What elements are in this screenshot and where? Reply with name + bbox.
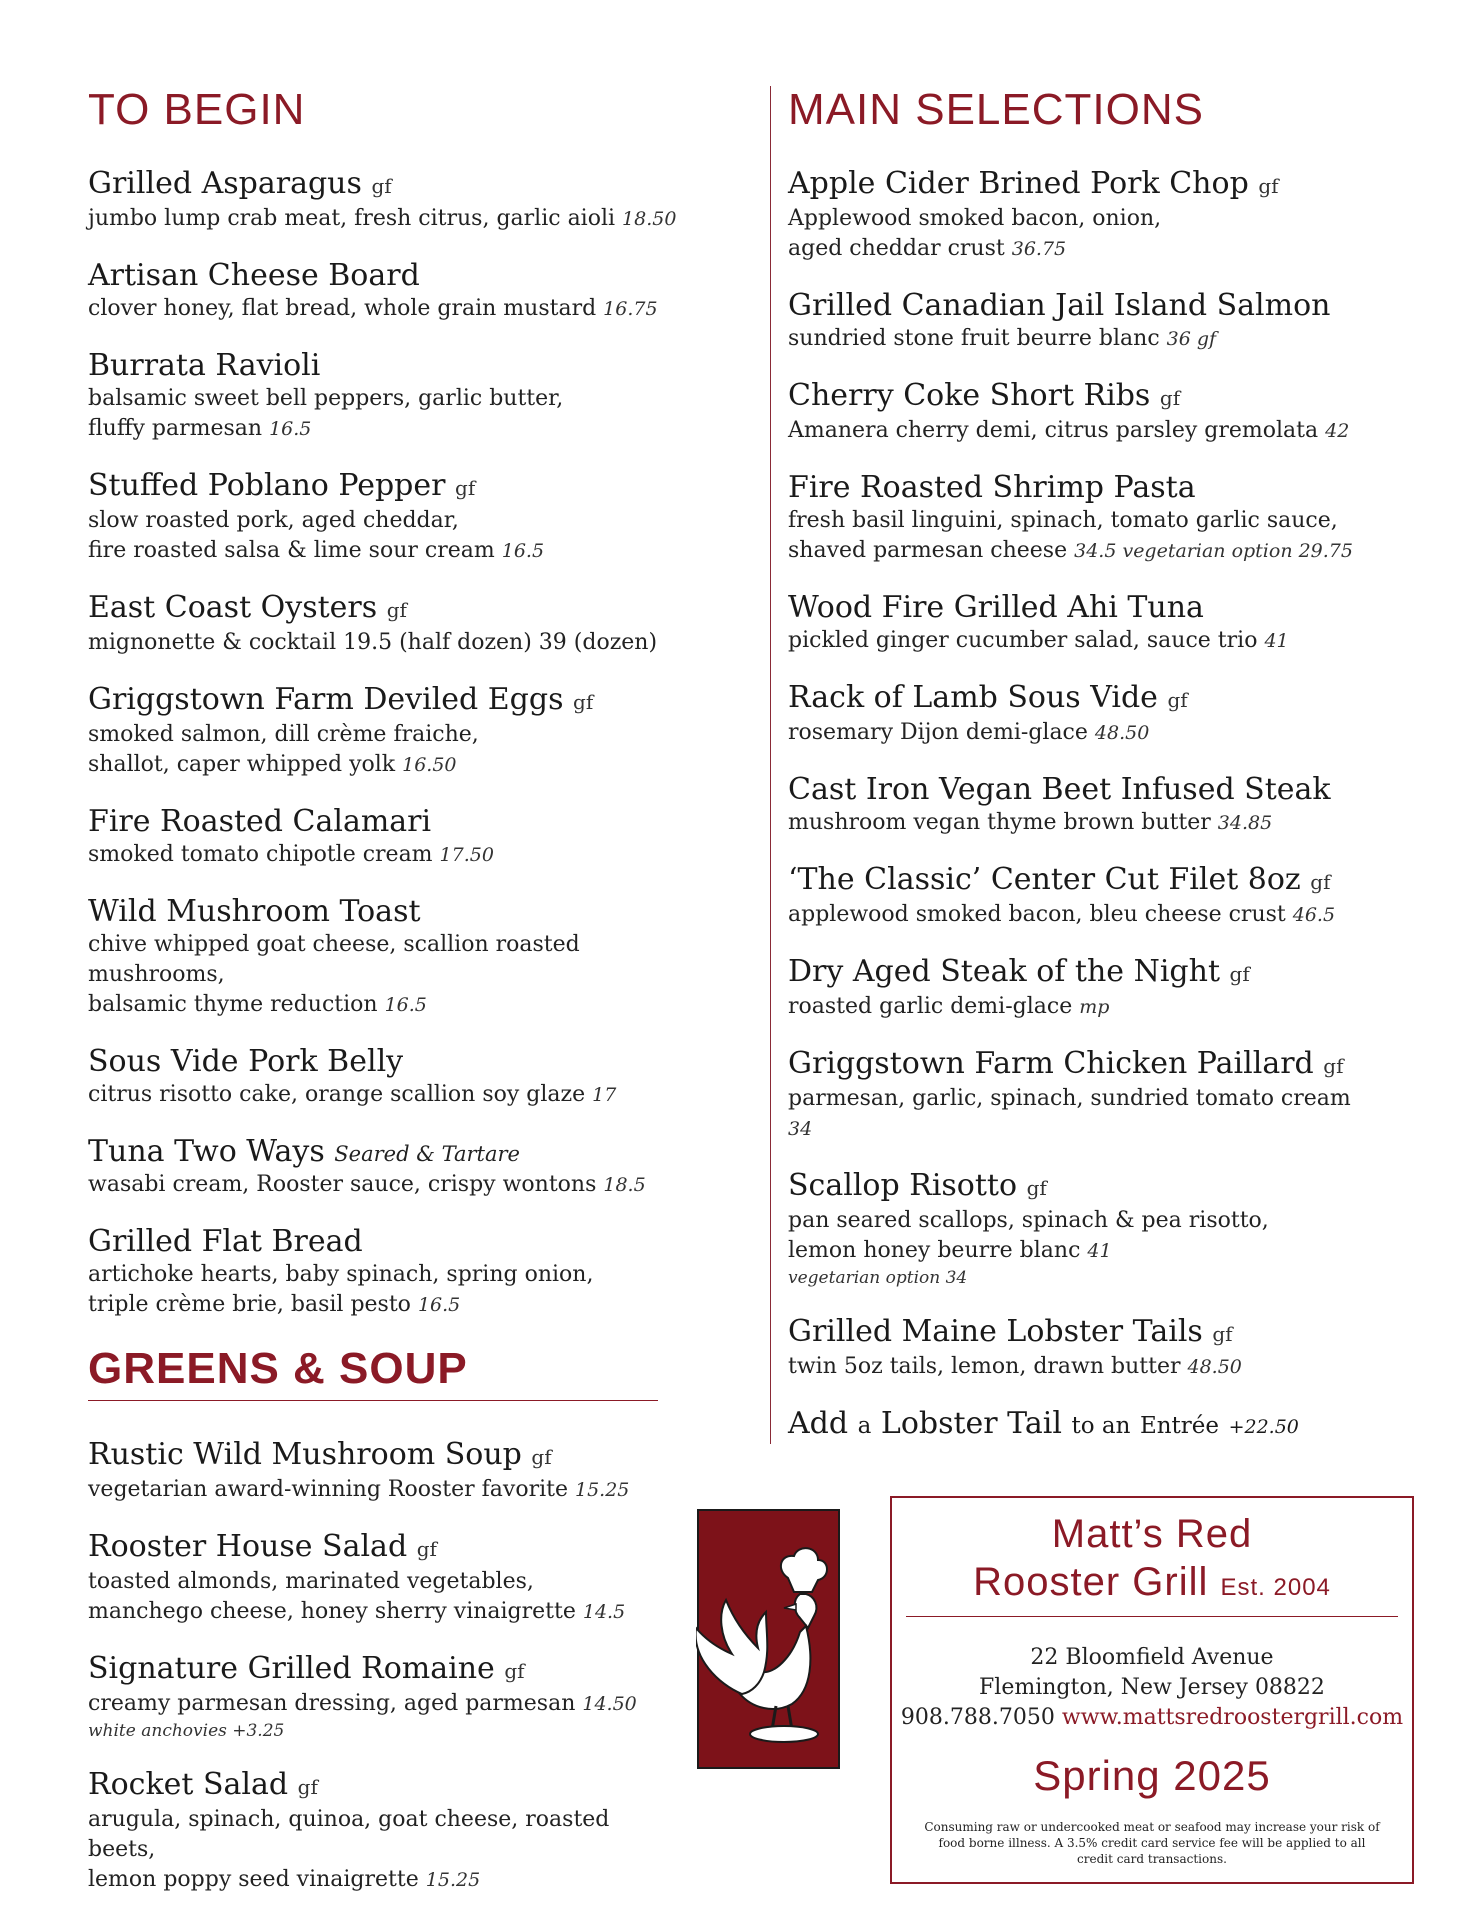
menu-item-tag: gf <box>386 598 407 622</box>
menu-item-description-text: lemon honey beurre blanc <box>788 1238 1081 1263</box>
menu-item-description-text: fire roasted salsa & lime sour cream <box>88 538 495 563</box>
menu-item-price: 36.75 <box>1011 238 1067 260</box>
menu-item <box>788 862 1368 930</box>
menu-item-price: 18.5 <box>603 1174 646 1196</box>
menu-item-description-text: parmesan, garlic, spinach, sundried tomato cream <box>788 1086 1351 1111</box>
menu-item <box>88 348 688 444</box>
menu-item <box>788 1168 1368 1290</box>
menu-item <box>788 772 1368 838</box>
restaurant-info-box <box>890 1496 1414 1884</box>
addon-word-add: Add <box>788 1406 849 1441</box>
menu-item-price: 18.50 <box>622 208 677 230</box>
menu-item-tag: gf <box>371 174 392 198</box>
menu-item-price: 16.5 <box>501 540 545 562</box>
menu-item-tag: gf <box>1323 1054 1344 1078</box>
menu-item-price: 41 <box>1264 630 1289 652</box>
menu-item <box>788 1046 1368 1144</box>
menu-item-price: 16.5 <box>384 994 427 1016</box>
phone-number: 908.788.7050 <box>900 1705 1055 1730</box>
menu-item-description-text: sundried stone fruit beurre blanc <box>788 326 1160 351</box>
menu-item-description <box>788 234 1368 264</box>
section-title-main-selections: MAIN SELECTIONS <box>788 85 1204 134</box>
established-year: Est. 2004 <box>1220 1574 1331 1601</box>
main-selections-section <box>788 84 1368 1445</box>
menu-item <box>88 1437 658 1505</box>
restaurant-name-line-1: Matt’s Red <box>1051 1512 1253 1556</box>
menu-item-name-line <box>88 258 688 294</box>
addon-price: +22.50 <box>1228 1416 1299 1438</box>
menu-item-name: Tuna Two Ways <box>88 1134 325 1169</box>
menu-item-description <box>788 718 1368 748</box>
menu-item-name-line <box>788 1046 1368 1084</box>
menu-item-name: Fire Roasted Shrimp Pasta <box>788 470 1196 505</box>
menu-item-description <box>88 628 688 658</box>
menu-item-description <box>88 720 688 750</box>
menu-item-description <box>88 1260 688 1290</box>
restaurant-name-grill: Rooster Grill <box>973 1560 1209 1604</box>
menu-item-name-line <box>88 1437 658 1475</box>
menu-item-name-line <box>788 288 1368 324</box>
menu-item-description <box>788 900 1368 930</box>
menu-item-name: Stuffed Poblano Pepper <box>88 468 446 503</box>
menu-item-description <box>788 536 1368 566</box>
addon-word-entree: Entrée <box>1139 1413 1220 1439</box>
menu-item-name-line <box>788 772 1368 808</box>
menu-item-name-line <box>788 590 1368 626</box>
menu-item-description <box>88 204 688 234</box>
menu-item-name-line <box>788 1168 1368 1206</box>
menu-item-description-text: aged cheddar crust <box>788 236 1005 261</box>
menu-item-description <box>788 506 1368 536</box>
addon-word-a: a <box>857 1413 872 1439</box>
menu-item-description-text: wasabi cream, Rooster sauce, crispy wontons <box>88 1172 597 1197</box>
name-underline <box>906 1616 1398 1617</box>
menu-item-name-line <box>88 682 688 720</box>
menu-item-name: Rooster House Salad <box>88 1529 408 1564</box>
menu-item-tag: gf <box>1229 962 1250 986</box>
season-title: Spring 2025 <box>1033 1752 1271 1799</box>
menu-item-name: Fire Roasted Calamari <box>88 804 432 839</box>
menu-item-name: Rustic Wild Mushroom Soup <box>88 1437 522 1472</box>
menu-item-description <box>788 1084 1368 1144</box>
disclaimer-text: Consuming raw or undercooked meat or seafood may increase your risk of food borne illness. A 3.5% credit card service fee will be applied to all credit card transactions. <box>924 1820 1380 1866</box>
menu-item-description-text: creamy parmesan dressing, aged parmesan <box>88 1691 576 1716</box>
menu-item-name-line <box>788 378 1368 416</box>
menu-item-description <box>88 750 688 780</box>
menu-item-price: 15.25 <box>425 1869 481 1891</box>
menu-item-name: Griggstown Farm Deviled Eggs <box>88 682 564 717</box>
menu-item-tag: gf <box>1159 386 1181 410</box>
menu-item-price: 17 <box>592 1084 617 1106</box>
menu-item-tag: gf <box>531 1445 552 1469</box>
menu-item-name: Signature Grilled Romaine <box>88 1651 495 1686</box>
menu-item-description <box>88 384 688 414</box>
menu-item-tag: gf <box>1026 1176 1047 1200</box>
menu-item-description-text: balsamic sweet bell peppers, garlic butter, <box>88 386 564 411</box>
menu-item-description <box>88 1170 688 1200</box>
menu-item-description-text: mignonette & cocktail 19.5 (half dozen) 39 (dozen) <box>88 630 658 655</box>
menu-item-tag: Seared & Tartare <box>334 1142 520 1166</box>
greens-soup-section <box>88 1344 658 1919</box>
menu-item-name: Dry Aged Steak of the Night <box>788 954 1220 989</box>
menu-item-tag: gf <box>297 1775 318 1799</box>
menu-item-price: 17.50 <box>439 844 494 866</box>
menu-item-price: 41 <box>1087 1240 1112 1262</box>
menu-item-price: 46.5 <box>1292 904 1336 926</box>
add-lobster-tail-line <box>788 1406 1368 1445</box>
menu-item-price: 16.50 <box>402 754 457 776</box>
menu-item-name: Artisan Cheese Board <box>88 258 420 293</box>
menu-item-description <box>88 506 688 536</box>
menu-item-tag: gf <box>573 690 594 714</box>
menu-item-description-text: twin 5oz tails, lemon, drawn butter <box>788 1354 1181 1379</box>
menu-item-description <box>788 1236 1368 1266</box>
menu-item <box>788 166 1368 264</box>
menu-item-name: Wild Mushroom Toast <box>88 894 421 929</box>
menu-item-description-text: shallot, caper whipped yolk <box>88 752 396 777</box>
menu-item-name: East Coast Oysters <box>88 590 378 625</box>
menu-item <box>88 1767 658 1895</box>
menu-item <box>788 470 1368 566</box>
menu-item-description-text: lemon poppy seed vinaigrette <box>88 1867 419 1892</box>
menu-item-name: Cast Iron Vegan Beet Infused Steak <box>788 772 1331 807</box>
menu-item-name-line <box>788 1314 1368 1352</box>
menu-item-tag: gf <box>1310 870 1331 894</box>
menu-item-description-text: fresh basil linguini, spinach, tomato garlic sauce, <box>788 508 1338 533</box>
menu-item-description-text: Applewood smoked bacon, onion, <box>788 206 1162 231</box>
menu-item-price: 16.5 <box>417 1294 461 1316</box>
menu-item <box>88 804 688 870</box>
menu-item-description-text: artichoke hearts, baby spinach, spring onion, <box>88 1262 594 1287</box>
menu-item-name: Burrata Ravioli <box>88 348 321 383</box>
menu-item-description-text: smoked salmon, dill crème fraiche, <box>88 722 479 747</box>
menu-item-price: 15.25 <box>574 1479 630 1501</box>
menu-item-name: Rocket Salad <box>88 1767 289 1802</box>
menu-item-description <box>88 990 688 1020</box>
menu-item-price: 16.5 <box>269 418 312 440</box>
addon-word-to-an: to an <box>1071 1413 1131 1439</box>
menu-item-description-text: balsamic thyme reduction <box>88 992 378 1017</box>
menu-item-tag: gf <box>504 1659 525 1683</box>
menu-item-description-text: triple crème brie, basil pesto <box>88 1292 411 1317</box>
menu-item-description-text: roasted garlic demi-glace <box>788 994 1073 1019</box>
menu-item-description-text: manchego cheese, honey sherry vinaigrette <box>88 1599 576 1624</box>
menu-item <box>88 166 688 234</box>
menu-item-name-line <box>88 1651 658 1689</box>
menu-item <box>88 1134 688 1200</box>
menu-item-tag: gf <box>1258 174 1279 198</box>
menu-item-tag: gf <box>416 1537 437 1561</box>
menu-item-description <box>788 1352 1368 1382</box>
menu-item <box>788 590 1368 656</box>
menu-item-name: Scallop Risotto <box>788 1168 1018 1203</box>
to-begin-section <box>88 84 688 1344</box>
menu-item-price: 34 <box>788 1118 813 1140</box>
menu-item-description-text: applewood smoked bacon, bleu cheese crust <box>788 902 1286 927</box>
menu-item-name-line <box>88 804 688 840</box>
menu-item-description <box>88 1689 658 1719</box>
menu-item <box>88 590 688 658</box>
column-divider <box>770 86 771 1444</box>
website-link[interactable]: www.mattsredroostergrill.com <box>1061 1705 1404 1730</box>
menu-item-name-line <box>88 166 688 204</box>
menu-item-description <box>88 1805 658 1865</box>
menu-item <box>88 1651 658 1743</box>
menu-item <box>788 680 1368 748</box>
menu-item-description <box>88 536 688 566</box>
menu-item-price: 48.50 <box>1094 722 1150 744</box>
menu-item-description <box>88 1597 658 1627</box>
menu-item-description <box>88 840 688 870</box>
address-city: Flemington, New Jersey 08822 <box>979 1675 1325 1700</box>
menu-item-description <box>88 414 688 444</box>
menu-item-description-text: jumbo lump crab meat, fresh citrus, garlic aioli <box>88 206 616 231</box>
section-title-to-begin: TO BEGIN <box>88 85 306 134</box>
menu-item-name-line <box>788 470 1368 506</box>
menu-item-description <box>788 992 1368 1022</box>
menu-item-price: 14.50 <box>582 1693 637 1715</box>
menu-item-description <box>788 808 1368 838</box>
menu-item-description-text: arugula, spinach, quinoa, goat cheese, roasted beets, <box>88 1807 610 1862</box>
greens-soup-list <box>88 1437 658 1895</box>
menu-item-description <box>88 1290 688 1320</box>
menu-item-description <box>88 1080 688 1110</box>
menu-item-price: 34.5 vegetarian option 29.75 <box>1074 540 1353 562</box>
menu-item-name: ‘The Classic’ Center Cut Filet 8oz <box>788 862 1301 897</box>
menu-item-name: Grilled Canadian Jail Island Salmon <box>788 288 1331 323</box>
menu-item-price: mp <box>1079 996 1110 1018</box>
menu-item-description-text: clover honey, flat bread, whole grain mustard <box>88 296 597 321</box>
menu-item <box>88 258 688 324</box>
menu-item-description <box>788 1206 1368 1236</box>
menu-item-price: 36 gf <box>1166 328 1217 350</box>
menu-item-name-line <box>88 1134 688 1170</box>
menu-item-name-line <box>88 1767 658 1805</box>
menu-item-description <box>88 930 688 990</box>
menu-item-price: 48.50 <box>1187 1356 1242 1378</box>
menu-item-description-text: mushroom vegan thyme brown butter <box>788 810 1211 835</box>
menu-item-description-text: fluffy parmesan <box>88 416 263 441</box>
menu-item-note: vegetarian option 34 <box>788 1268 968 1288</box>
menu-item <box>88 1044 688 1110</box>
menu-item <box>788 1314 1368 1382</box>
menu-item-name: Sous Vide Pork Belly <box>88 1044 404 1079</box>
to-begin-list <box>88 166 688 1320</box>
rooster-chef-logo-icon <box>696 1508 841 1770</box>
menu-item-name-line <box>88 468 688 506</box>
menu-item-name: Wood Fire Grilled Ahi Tuna <box>788 590 1204 625</box>
menu-item-tag: gf <box>455 476 476 500</box>
section-title-greens-soup: GREENS & SOUP <box>88 1344 658 1401</box>
menu-item-description-text: citrus risotto cake, orange scallion soy glaze <box>88 1082 586 1107</box>
menu-item-name-line <box>88 348 688 384</box>
menu-item-price: 42 <box>1325 420 1350 442</box>
menu-item-name: Griggstown Farm Chicken Paillard <box>788 1046 1314 1081</box>
menu-item-note: white anchovies +3.25 <box>88 1721 285 1741</box>
menu-item-description-text: toasted almonds, marinated vegetables, <box>88 1569 534 1594</box>
menu-item <box>788 288 1368 354</box>
menu-item-description-text: pickled ginger cucumber salad, sauce trio <box>788 628 1258 653</box>
menu-item-name-line <box>88 1224 688 1260</box>
menu-item-description-text: slow roasted pork, aged cheddar, <box>88 508 459 533</box>
menu-item <box>788 954 1368 1022</box>
menu-item-description-text: Amanera cherry demi, citrus parsley gremolata <box>788 418 1319 443</box>
menu-item-name-line <box>88 1044 688 1080</box>
contact-line <box>892 1703 1412 1733</box>
menu-item-name-line <box>88 894 688 930</box>
menu-item-description <box>88 1865 658 1895</box>
menu-item <box>88 894 688 1020</box>
menu-item-description-text: vegetarian award-winning Rooster favorite <box>88 1477 568 1502</box>
menu-item <box>88 1529 658 1627</box>
menu-item-name: Rack of Lamb Sous Vide <box>788 680 1158 715</box>
menu-item-description-text: chive whipped goat cheese, scallion roasted mushrooms, <box>88 932 580 987</box>
menu-item-name: Apple Cider Brined Pork Chop <box>788 166 1249 201</box>
addon-lobster-tail: Lobster Tail <box>880 1406 1062 1441</box>
menu-item-description <box>88 1475 658 1505</box>
menu-item-description-text: shaved parmesan cheese <box>788 538 1068 563</box>
menu-item-price: 14.5 <box>582 1601 626 1623</box>
menu-item-name-line <box>788 862 1368 900</box>
menu-item-name: Grilled Maine Lobster Tails <box>788 1314 1203 1349</box>
menu-item-name-line <box>788 680 1368 718</box>
menu-item <box>88 682 688 780</box>
menu-item-description <box>88 294 688 324</box>
menu-item-name: Grilled Asparagus <box>88 166 362 201</box>
menu-item-description <box>788 626 1368 656</box>
menu-item-name: Cherry Coke Short Ribs <box>788 378 1151 413</box>
menu-item-description <box>788 204 1368 234</box>
menu-item-name: Grilled Flat Bread <box>88 1224 363 1259</box>
menu-item-name-line <box>88 1529 658 1567</box>
menu-item-description-text: pan seared scallops, spinach & pea risotto, <box>788 1208 1269 1233</box>
menu-item-price: 16.75 <box>603 298 658 320</box>
menu-item-price: 34.85 <box>1217 812 1273 834</box>
menu-item-description <box>788 324 1368 354</box>
menu-item-name-line <box>788 166 1368 204</box>
menu-item-description <box>788 416 1368 446</box>
menu-item-name-line <box>88 590 688 628</box>
address-street: 22 Bloomfield Avenue <box>1030 1645 1274 1670</box>
restaurant-name-line-2 <box>892 1558 1412 1612</box>
menu-item-description <box>88 1567 658 1597</box>
menu-item-name-line <box>788 954 1368 992</box>
menu-item-description-text: rosemary Dijon demi-glace <box>788 720 1088 745</box>
menu-item-tag: gf <box>1167 688 1188 712</box>
menu-item <box>788 378 1368 446</box>
main-selections-list <box>788 166 1368 1382</box>
menu-item-tag: gf <box>1212 1322 1233 1346</box>
menu-item-description-text: smoked tomato chipotle cream <box>88 842 433 867</box>
menu-item <box>88 1224 688 1320</box>
menu-item <box>88 468 688 566</box>
